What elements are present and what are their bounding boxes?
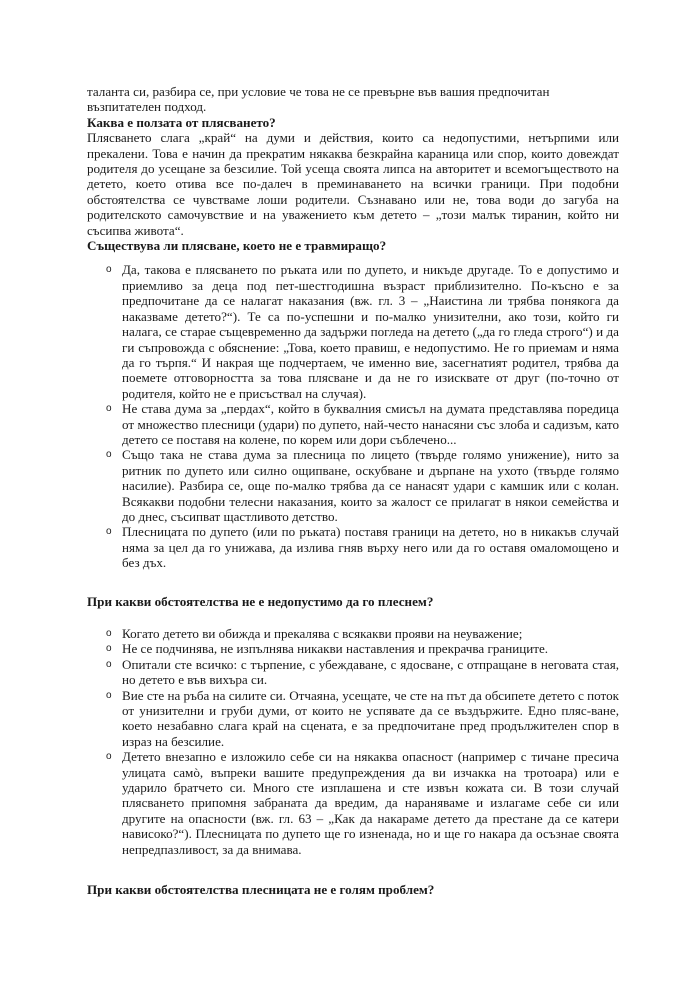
intro-paragraph: таланта си, разбира се, при условие че това не се превърне във вашия предпочитан възпитателен подход. — [87, 84, 550, 115]
list-item: o Опитали сте всичко: с търпение, с убеждаване, с ядосване, с отпращане в неговата стая, но детето е във вихъра си. — [87, 657, 619, 688]
heading-benefit: Каква е ползата от плясването? — [87, 114, 276, 130]
list-item: o Детето внезапно е изложило себе си на някаква опасност (например с тичане пресича улицата самò, въпреки вашите предупреждения да ви изчакка на тротоара) или е ударило братчето си. Много сте изплашена и сте извън кожата си. В този случай плясването припомня забраната да вредим, да нараняваме и излагаме себе си или другите на опасности (вж. гл. 63 – „Как да накараме детето да престане да се катери нависоко?“). Плесницата по дупето ще го изненада, но и ще го накара да осъзнае своята непредпазливост, за да внимава. — [87, 749, 619, 857]
heading-circumstances: При какви обстоятелства не е недопустимо да го плеснем? — [87, 593, 434, 609]
list-item: o Да, такова е плясването по ръката или по дупето, и никъде другаде. То е допустимо и приемливо за деца под пет-шестгодишна възраст приблизително. По-късно е за предпочитане да се налагат наказания (вж. гл. 3 – „Наистина ли трябва понякога да наказваме детето?“). Те са по-успешни и по-малко унизителни, ако този, който ги налага, се старае същевременно да задържи погледа на детето („да го гледа строго“) и да ги съпровожда с обяснение: „Това, което правиш, е недопустимо. Не го приемам и няма да го търпя.“ И накрая ще подчертаем, че именно вие, засегнатият родител, трябва да поемете отговорността за това плясване и да не го изисквате от друг (по-точно от родителя, който не е присъствал на случая). — [87, 262, 619, 401]
list-item: o Когато детето ви обижда и прекалява с всякакви прояви на неуважение; — [87, 626, 619, 641]
heading-not-big-problem: При какви обстоятелства плесницата не е голям проблем? — [87, 882, 435, 898]
list-item: o Вие сте на ръба на силите си. Отчаяна, усещате, че сте на път да обсипете детето с поток от унизителни и груби думи, от които не успявате да се въздържите. Едно пляс-ване, което незабавно слага край на сцената, е за предпочитане пред продължителен спор в израз на безсилие. — [87, 688, 619, 750]
heading-non-traumatic: Съществува ли плясване, което не е травмиращо? — [87, 238, 387, 254]
document-page — [87, 84, 619, 898]
list-item: o Не се подчинява, не изпълнява никакви наставления и прекрачва границите. — [87, 641, 619, 656]
list-item: o Не става дума за „пердах“, който в буквалния смисъл на думата представлява поредица от множество плесници (удари) по дупето, най-често нанасяни със злоба и садизъм, като детето се поставя на колене, по корем или дори съблечено... — [87, 401, 619, 447]
list-item: o Плесницата по дупето (или по ръката) поставя граници на детето, но в никакъв случай няма за цел да го унижава, да излива гняв върху него или да го оставя омаломощено и без дъх. — [87, 524, 619, 570]
list-item: o Също така не става дума за плесница по лицето (твърде голямо унижение), нито за ритник по дупето или силно ощипване, оскубване и дърпане на ухото (твърде голямо насилие). Разбира се, още по-малко трябва да се нанасят удари с камшик или с колан. Всякакви подобни телесни наказания, които за жалост се прилагат в някои семейства и до днес, съсипват щастливото детство. — [87, 447, 619, 524]
benefit-paragraph: Плясването слага „край“ на думи и действия, които са недопустими, нетърпими или прекалени. Това е начин да прекратим някаква безкрайна караница или спор, които довеждат родителя до усещане за безсилие. Той усеща своята липса на авторитет и всемогъществото на детето, което отива все по-далеч в преминаването на всички граници. При подобни обстоятелства се чувстваме лоши родители. Съзнавано или не, това води до загуба на родителското самочувствие и на уважението към детето – „този малък тиранин, който ни съсипва живота“. — [87, 130, 619, 238]
non-traumatic-list — [87, 262, 619, 570]
circumstances-list — [87, 626, 619, 857]
